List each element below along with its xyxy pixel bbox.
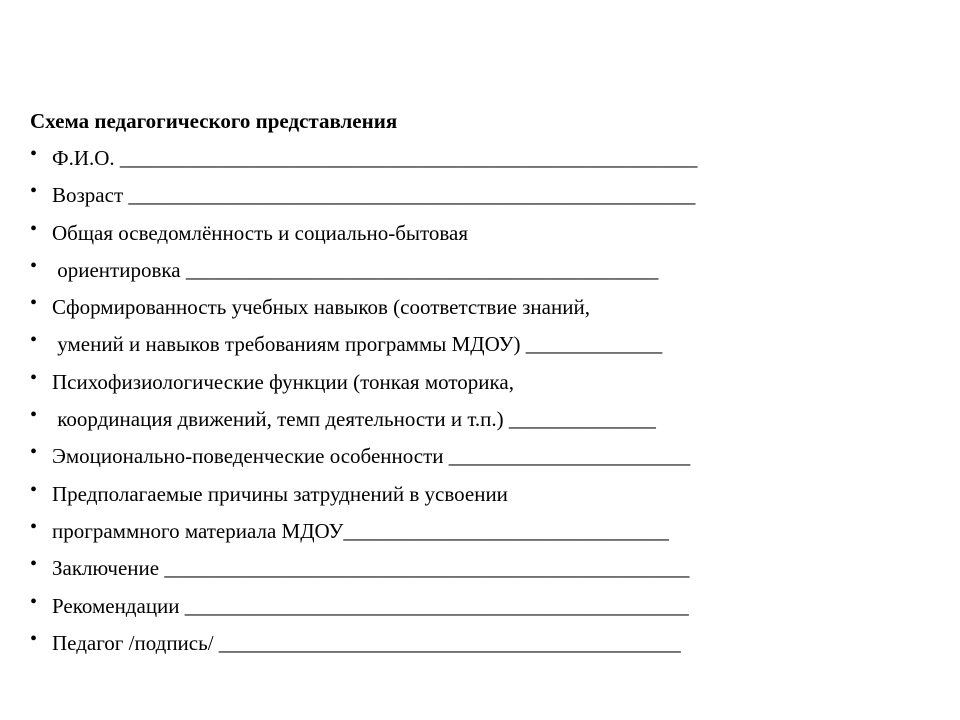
bullet-icon: • [30, 590, 38, 613]
bullet-icon: • [30, 329, 38, 352]
form-field-emotional-behavioral [30, 438, 930, 475]
form-field-age [30, 177, 930, 214]
form-field-list [30, 140, 930, 662]
bullet-icon: • [30, 292, 38, 315]
form-field-orientation [30, 252, 930, 289]
form-field-psychophysiological [30, 364, 930, 401]
document-title: Схема педагогического представления [30, 109, 398, 133]
form-field-general-awareness [30, 215, 930, 252]
form-field-label: Заключение __________________________________________________ [52, 556, 690, 581]
form-field-label: координация движений, темп деятельности и т.п.) ______________ [52, 407, 656, 432]
form-field-label: Сформированность учебных навыков (соответствие знаний, [52, 295, 590, 320]
bullet-icon: • [30, 515, 38, 538]
form-field-skills-program [30, 326, 930, 363]
bullet-icon: • [30, 553, 38, 576]
bullet-icon: • [30, 478, 38, 501]
form-field-teacher-signature [30, 625, 930, 662]
bullet-icon: • [30, 217, 38, 240]
form-field-label: Возраст ______________________________________________________ [52, 183, 696, 208]
form-field-program-material [30, 513, 930, 550]
bullet-icon: • [30, 404, 38, 427]
bullet-icon: • [30, 441, 38, 464]
form-field-label: ориентировка _____________________________________________ [52, 257, 659, 282]
form-field-label: Рекомендации ________________________________________________ [52, 593, 689, 618]
form-field-coordination [30, 401, 930, 438]
form-field-conclusion [30, 550, 930, 587]
form-field-label: Предполагаемые причины затруднений в усвоении [52, 481, 508, 506]
bullet-icon: • [30, 366, 38, 389]
form-field-learning-skills [30, 289, 930, 326]
form-field-label: Эмоционально-поведенческие особенности _______________________ [52, 444, 691, 469]
form-field-difficulty-causes [30, 476, 930, 513]
form-field-recommendations [30, 588, 930, 625]
document-page [30, 104, 930, 662]
form-field-label: программного материала МДОУ_______________________________ [52, 518, 669, 543]
bullet-icon: • [30, 254, 38, 277]
form-field-label: Педагог /подпись/ ____________________________________________ [52, 630, 681, 655]
bullet-icon: • [30, 143, 38, 165]
form-field-label: Ф.И.О. _______________________________________________________ [52, 146, 698, 170]
form-field-label: умений и навыков требованиям программы МДОУ) _____________ [52, 332, 663, 357]
form-field-fio [30, 140, 930, 177]
form-field-label: Общая осведомлённость и социально-бытовая [52, 220, 469, 245]
bullet-icon: • [30, 627, 38, 650]
form-field-label: Психофизиологические функции (тонкая моторика, [52, 369, 514, 394]
bullet-icon: • [30, 180, 38, 203]
